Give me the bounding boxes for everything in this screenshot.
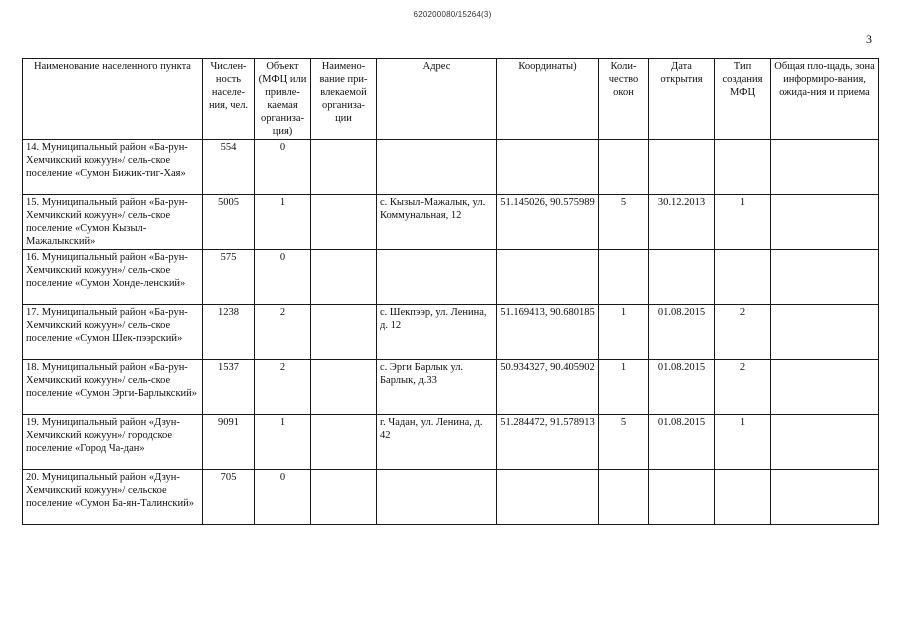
cell-area: [771, 140, 879, 195]
page-number: 3: [866, 32, 872, 46]
cell-area: [771, 305, 879, 360]
cell-type: 2: [715, 360, 771, 415]
cell-org: [311, 195, 377, 250]
cell-windows: 1: [599, 360, 649, 415]
header-population: Числен-ность населе-ния, чел.: [203, 59, 255, 140]
cell-windows: [599, 470, 649, 525]
cell-windows: 1: [599, 305, 649, 360]
header-address: Адрес: [377, 59, 497, 140]
header-coords: Координаты): [497, 59, 599, 140]
header-date: Дата открытия: [649, 59, 715, 140]
cell-type: 2: [715, 305, 771, 360]
cell-address: [377, 250, 497, 305]
cell-population: 575: [203, 250, 255, 305]
cell-address: с. Кызыл-Мажалык, ул. Коммунальная, 12: [377, 195, 497, 250]
table-row: [23, 470, 879, 525]
cell-type: 1: [715, 415, 771, 470]
cell-org: [311, 470, 377, 525]
cell-object: 2: [255, 305, 311, 360]
cell-windows: 5: [599, 195, 649, 250]
cell-population: 9091: [203, 415, 255, 470]
cell-name: 14. Муниципальный район «Ба-рун-Хемчикский кожуун»/ сель-ское поселение «Сумон Бижик-тиг-Хая»: [23, 140, 203, 195]
cell-org: [311, 250, 377, 305]
cell-population: 5005: [203, 195, 255, 250]
cell-object: 0: [255, 470, 311, 525]
cell-coords: 51.284472, 91.578913: [497, 415, 599, 470]
cell-name: 15. Муниципальный район «Ба-рун-Хемчикский кожуун»/ сель-ское поселение «Сумон Кызыл-Мажалыкский»: [23, 195, 203, 250]
cell-org: [311, 305, 377, 360]
cell-object: 0: [255, 250, 311, 305]
cell-org: [311, 360, 377, 415]
cell-coords: 51.169413, 90.680185: [497, 305, 599, 360]
table-row: [23, 250, 879, 305]
table-row: [23, 195, 879, 250]
cell-population: 1537: [203, 360, 255, 415]
table-row: [23, 360, 879, 415]
cell-date: [649, 470, 715, 525]
table-header-row: [23, 59, 879, 140]
mfc-table: [22, 58, 879, 525]
cell-type: [715, 140, 771, 195]
header-name: Наименование населенного пункта: [23, 59, 203, 140]
cell-coords: 50.934327, 90.405902: [497, 360, 599, 415]
cell-name: 16. Муниципальный район «Ба-рун-Хемчикский кожуун»/ сель-ское поселение «Сумон Хонде-ленский»: [23, 250, 203, 305]
cell-coords: [497, 250, 599, 305]
cell-population: 554: [203, 140, 255, 195]
cell-date: [649, 140, 715, 195]
cell-population: 705: [203, 470, 255, 525]
cell-windows: 5: [599, 415, 649, 470]
cell-name: 17. Муниципальный район «Ба-рун-Хемчикский кожуун»/ сель-ское поселение «Сумон Шек-пээрский»: [23, 305, 203, 360]
header-object: Объект (МФЦ или привле-каемая организа-ция): [255, 59, 311, 140]
table-row: [23, 415, 879, 470]
cell-org: [311, 415, 377, 470]
cell-name: 19. Муниципальный район «Дзун-Хемчикский кожуун»/ городское поселение «Город Ча-дан»: [23, 415, 203, 470]
cell-address: [377, 140, 497, 195]
cell-area: [771, 470, 879, 525]
cell-population: 1238: [203, 305, 255, 360]
header-windows: Коли-чество окон: [599, 59, 649, 140]
cell-coords: [497, 140, 599, 195]
cell-address: г. Чадан, ул. Ленина, д. 42: [377, 415, 497, 470]
cell-type: [715, 470, 771, 525]
cell-date: 01.08.2015: [649, 305, 715, 360]
cell-area: [771, 360, 879, 415]
cell-area: [771, 415, 879, 470]
cell-date: 01.08.2015: [649, 415, 715, 470]
cell-date: 01.08.2015: [649, 360, 715, 415]
cell-coords: [497, 470, 599, 525]
cell-type: 1: [715, 195, 771, 250]
cell-object: 1: [255, 195, 311, 250]
cell-area: [771, 250, 879, 305]
cell-type: [715, 250, 771, 305]
cell-address: с. Шекпээр, ул. Ленина, д. 12: [377, 305, 497, 360]
cell-object: 1: [255, 415, 311, 470]
table-row: [23, 305, 879, 360]
cell-address: [377, 470, 497, 525]
cell-date: [649, 250, 715, 305]
table-row: [23, 140, 879, 195]
cell-object: 2: [255, 360, 311, 415]
cell-date: 30.12.2013: [649, 195, 715, 250]
cell-windows: [599, 140, 649, 195]
cell-coords: 51.145026, 90.575989: [497, 195, 599, 250]
header-area: Общая пло-щадь, зона информиро-вания, ожида-ния и приема: [771, 59, 879, 140]
header-type: Тип создания МФЦ: [715, 59, 771, 140]
cell-name: 18. Муниципальный район «Ба-рун-Хемчикский кожуун»/ сель-ское поселение «Сумон Эрги-Барлыкский»: [23, 360, 203, 415]
cell-area: [771, 195, 879, 250]
cell-name: 20. Муниципальный район «Дзун-Хемчикский кожуун»/ сельское поселение «Сумон Ба-ян-Талинский»: [23, 470, 203, 525]
cell-object: 0: [255, 140, 311, 195]
cell-windows: [599, 250, 649, 305]
document-id: 620200080/15264(3): [413, 10, 492, 19]
cell-address: с. Эрги Барлык ул. Барлык, д.33: [377, 360, 497, 415]
header-org: Наимено-вание при-влекаемой организа-ции: [311, 59, 377, 140]
cell-org: [311, 140, 377, 195]
